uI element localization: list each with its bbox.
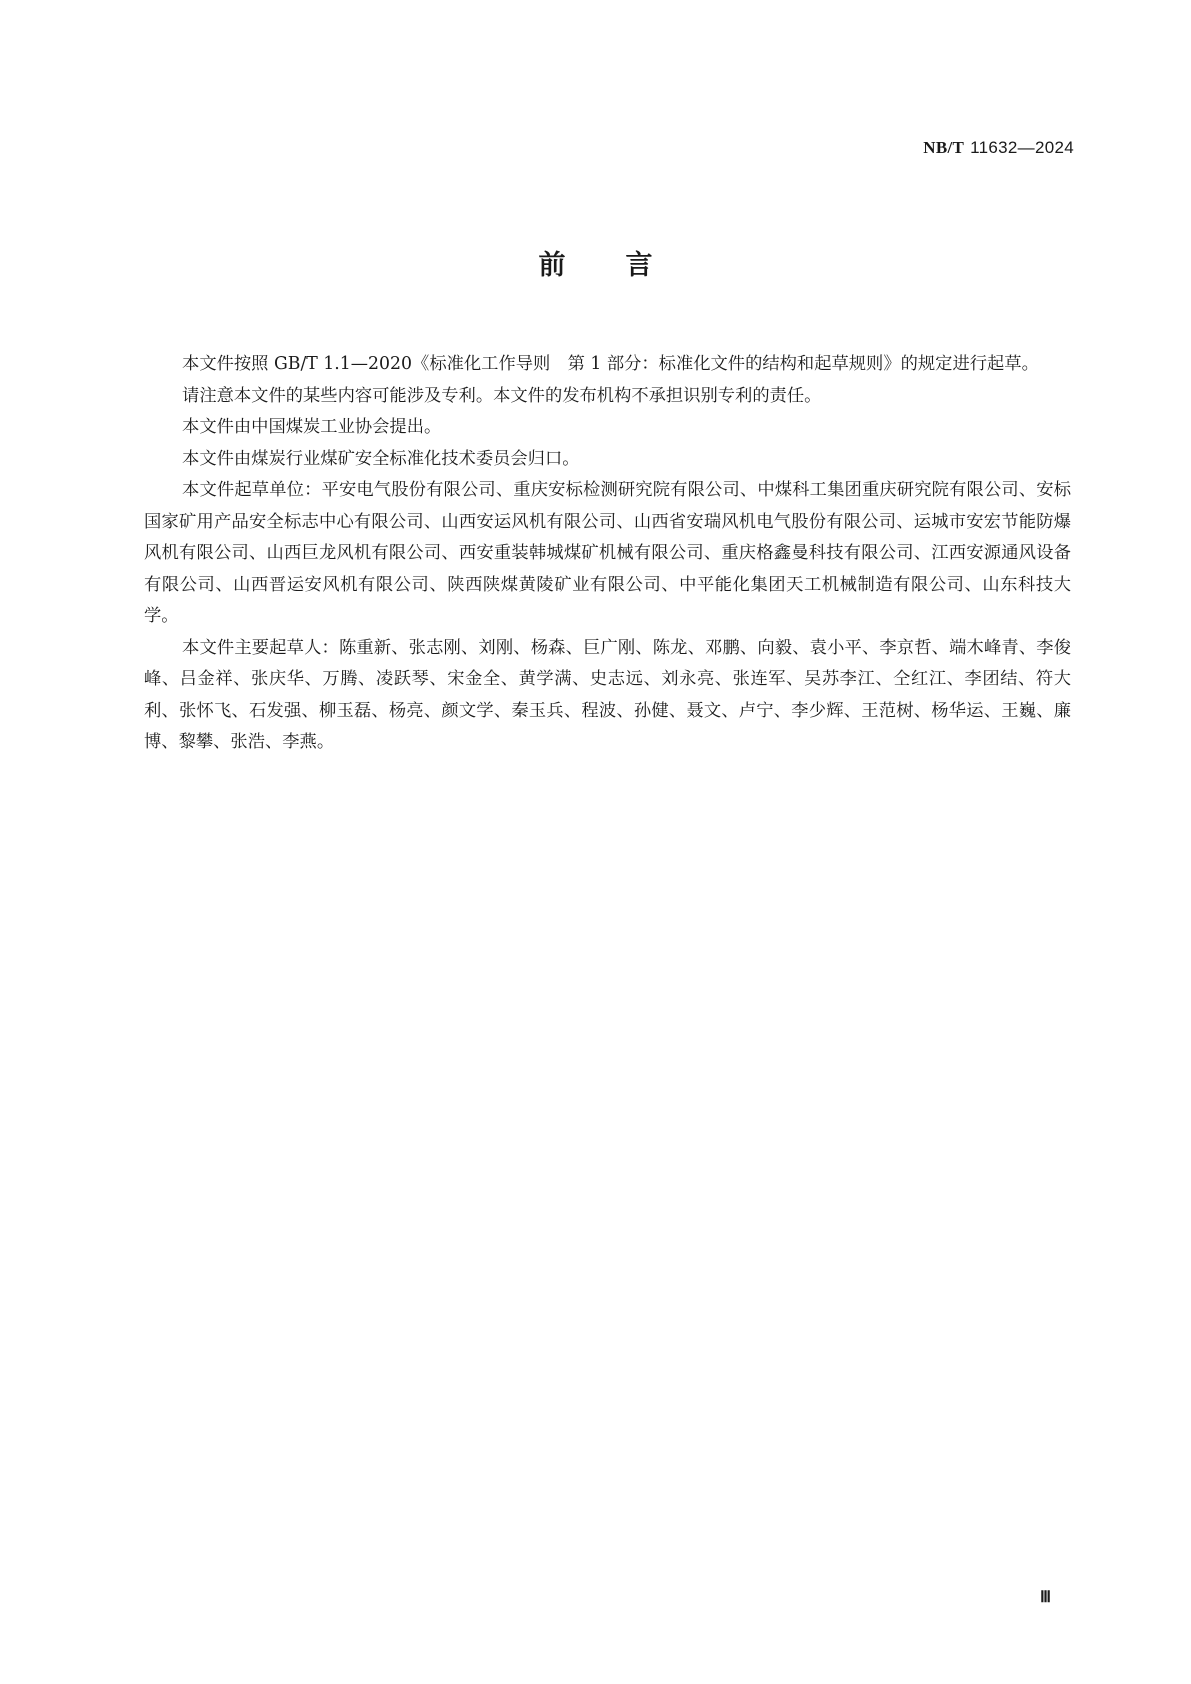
foreword-heading: 前言 [538,250,713,281]
paragraph-drafting-rules: 本文件按照 GB/T 1.1—2020《标准化工作导则 第 1 部分：标准化文件的结构和起草规则》的规定进行起草。 [182,354,1039,374]
document-number: 11632—2024 [970,138,1074,157]
document-code [923,138,1074,158]
paragraph-proposer: 本文件由中国煤炭工业协会提出。 [182,417,442,437]
paragraph-patent-notice: 请注意本文件的某些内容可能涉及专利。本文件的发布机构不承担识别专利的责任。 [182,385,822,406]
foreword-body [144,349,1071,759]
paragraph-drafters: 本文件主要起草人：陈重新、张志刚、刘刚、杨森、巨广刚、陈龙、邓鹏、向毅、袁小平、李京哲、端木峰青、李俊峰、吕金祥、张庆华、万腾、凌跃琴、宋金全、黄学满、史志远、刘永亮、张连军、吴苏李江、仝红江、李团结、符大利、张怀飞、石发强、柳玉磊、杨亮、颜文学、秦玉兵、程波、孙健、聂文、卢宁、李少辉、王范树、杨华运、王巍、廉博、黎攀、张浩、李燕。 [144,637,1071,752]
paragraph-committee: 本文件由煤炭行业煤矿安全标准化技术委员会归口。 [182,448,580,469]
page-number: Ⅲ [1039,1589,1051,1606]
document-type: NB/T [923,138,965,157]
paragraph-drafting-units: 本文件起草单位：平安电气股份有限公司、重庆安标检测研究院有限公司、中煤科工集团重庆研究院有限公司、安标国家矿用产品安全标志中心有限公司、山西安运风机有限公司、山西省安瑞风机电气股份有限公司、运城市安宏节能防爆风机有限公司、山西巨龙风机有限公司、西安重装韩城煤矿机械有限公司、重庆格鑫曼科技有限公司、江西安源通风设备有限公司、山西晋运安风机有限公司、陕西陕煤黄陵矿业有限公司、中平能化集团天工机械制造有限公司、山东科技大学。 [144,480,1071,626]
